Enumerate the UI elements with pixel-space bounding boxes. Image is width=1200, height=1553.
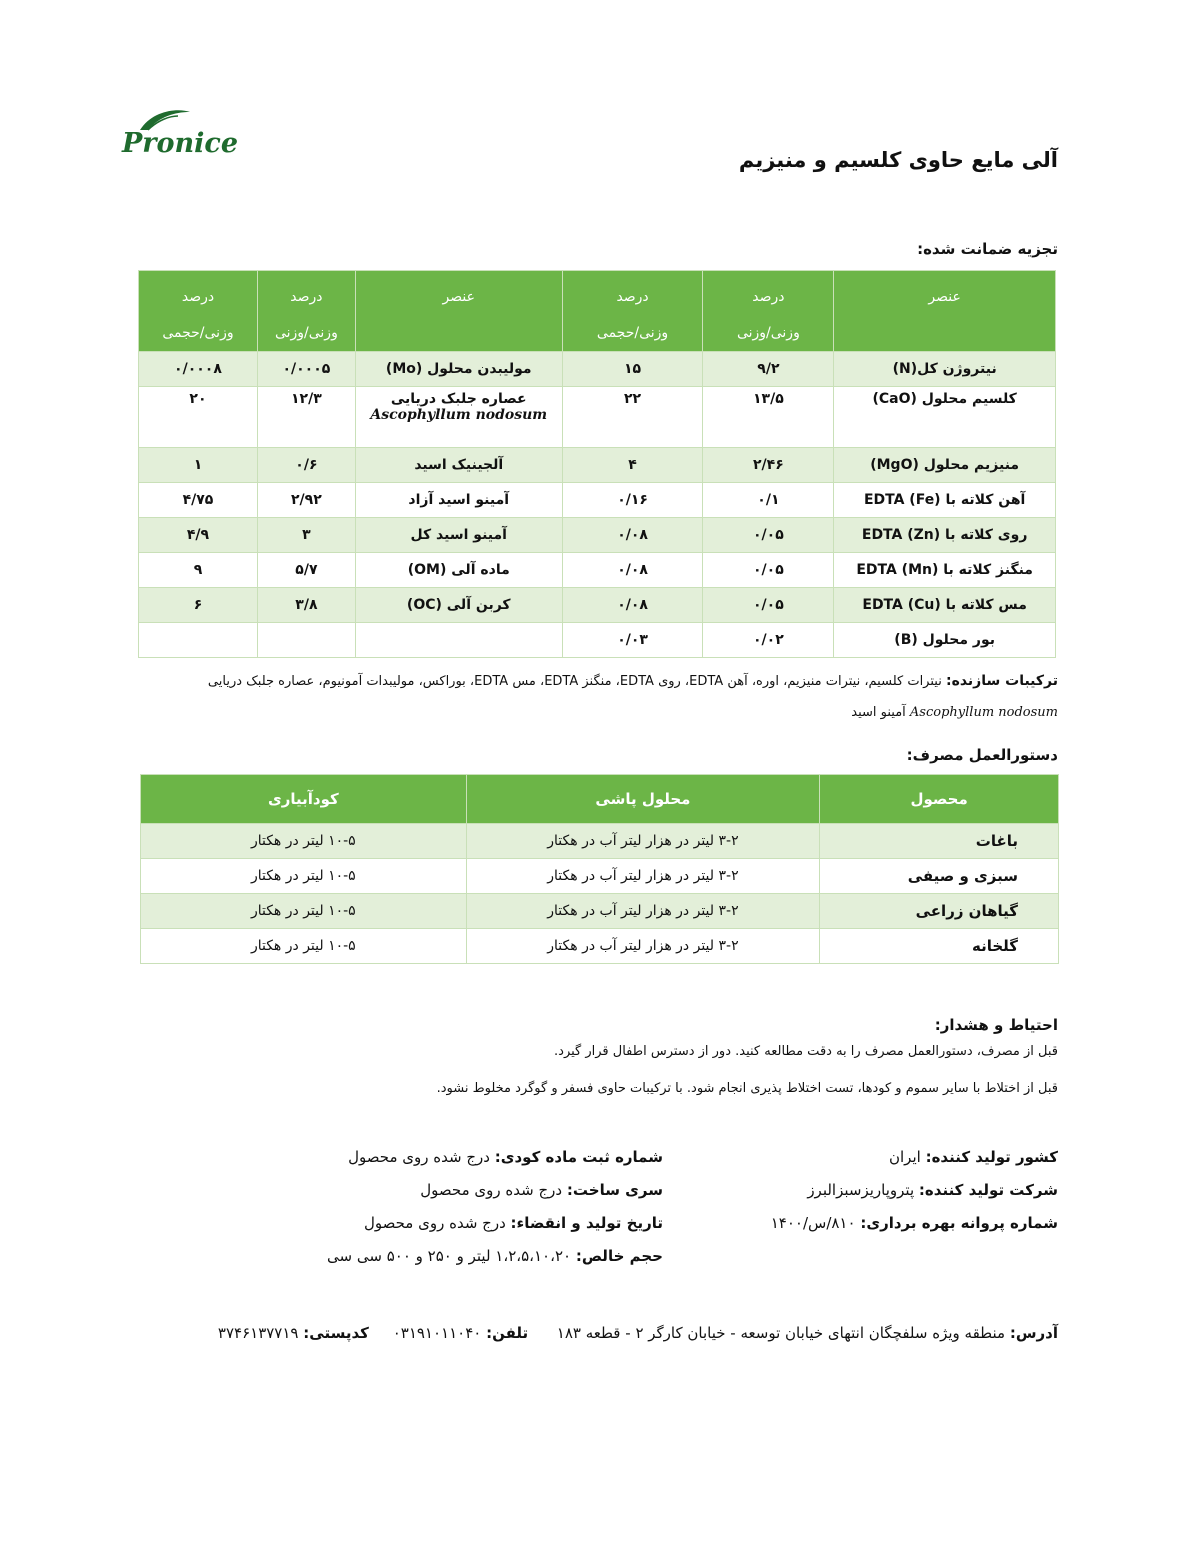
cell-element: بور محلول (B) — [834, 623, 1056, 658]
cell-element: نیتروژن کل(N) — [834, 352, 1056, 387]
cell-ww: ۰/۰۵ — [703, 588, 834, 623]
composition-text — [138, 666, 1058, 728]
cell-ww: ۱۳/۵ — [703, 387, 834, 448]
cell-wv-2 — [139, 623, 258, 658]
cell-element: منگنز کلاته با EDTA (Mn) — [834, 553, 1056, 588]
cell-element: روی کلاته با EDTA (Zn) — [834, 518, 1056, 553]
table-row — [141, 929, 1059, 964]
cell-crop: گلخانه — [820, 929, 1059, 964]
cell-element-2: عصاره جلبک دریایی Ascophyllum nodosum — [355, 387, 562, 448]
analysis-table — [138, 270, 1056, 658]
manufacturer-info — [638, 1141, 1058, 1240]
cell-wv-2: ۰/۰۰۰۸ — [139, 352, 258, 387]
cell-wv-2: ۴/۷۵ — [139, 483, 258, 518]
cell-wv: ۱۵ — [562, 352, 703, 387]
table-row — [139, 623, 1056, 658]
cell-spray: ۳-۲ لیتر در هزار لیتر آب در هکتار — [466, 894, 820, 929]
cell-ww-2: ۵/۷ — [257, 553, 355, 588]
phone-label: تلفن: — [486, 1324, 529, 1342]
composition-label: ترکیبات سازنده: — [945, 673, 1058, 689]
header-ww: درصد وزنی/وزنی — [703, 271, 834, 352]
table-row — [141, 894, 1059, 929]
license-line: شماره پروانه بهره برداری: ۸۱۰/س/۱۴۰۰ — [770, 1214, 1058, 1232]
address-label: آدرس: — [1009, 1324, 1058, 1342]
cell-ww: ۲/۴۶ — [703, 448, 834, 483]
cell-wv: ۴ — [562, 448, 703, 483]
cell-element: کلسیم محلول (CaO) — [834, 387, 1056, 448]
cell-wv-2: ۶ — [139, 588, 258, 623]
cell-wv-2: ۹ — [139, 553, 258, 588]
header-wv-2: درصد وزنی/حجمی — [139, 271, 258, 352]
composition-latin: Ascophyllum nodosum — [909, 705, 1058, 720]
postal-label: کدپستی: — [303, 1324, 369, 1342]
cell-element-2: کربن آلی (OC) — [355, 588, 562, 623]
cell-ww-2: ۳/۸ — [257, 588, 355, 623]
cell-ww: ۰/۰۵ — [703, 553, 834, 588]
header-crop: محصول — [820, 775, 1059, 824]
header-wv: درصد وزنی/حجمی — [562, 271, 703, 352]
table-row — [141, 824, 1059, 859]
cell-element: مس کلاته با EDTA (Cu) — [834, 588, 1056, 623]
composition-body: نیترات کلسیم، نیترات منیزیم، اوره، آهن EDTA، روی EDTA، منگنز EDTA، مس EDTA، بوراکس، مولیبدات آمونیوم، عصاره جلبک دریایی — [207, 674, 942, 689]
date-line: تاریخ تولید و انقضاء: درج شده روی محصول — [363, 1214, 663, 1232]
caution-paragraph: قبل از اختلاط با سایر سموم و کودها، تست اختلاط پذیری انجام شود. با ترکیبات حاوی فسفر و گوگرد مخلوط نشود. — [436, 1081, 1058, 1096]
batch-line: سری ساخت: درج شده روی محصول — [420, 1181, 663, 1199]
product-title: آلی مایع حاوی کلسیم و منیزیم — [738, 148, 1058, 172]
composition-tail: آمینو اسید — [851, 705, 906, 720]
cell-wv-2: ۲۰ — [139, 387, 258, 448]
cell-ww-2: ۰/۰۰۰۵ — [257, 352, 355, 387]
cell-ww-2: ۰/۶ — [257, 448, 355, 483]
logo-text: Pronice — [122, 128, 239, 159]
cell-wv-2: ۱ — [139, 448, 258, 483]
cell-element-2: مولیبدن محلول (Mo) — [355, 352, 562, 387]
table-row — [139, 448, 1056, 483]
usage-heading: دستورالعمل مصرف: — [906, 746, 1058, 764]
cell-crop: گیاهان زراعی — [820, 894, 1059, 929]
caution-section — [138, 1016, 1058, 1118]
table-row — [141, 859, 1059, 894]
header-ww-2: درصد وزنی/وزنی — [257, 271, 355, 352]
postal-code: ۳۷۴۶۱۳۷۷۱۹ — [217, 1324, 299, 1342]
caution-paragraph: قبل از مصرف، دستورالعمل مصرف را به دقت مطالعه کنید. دور از دسترس اطفال قرار گیرد. — [554, 1044, 1058, 1059]
header-element-2: عنصر — [355, 271, 562, 352]
cell-wv: ۰/۰۳ — [562, 623, 703, 658]
volume-line: حجم خالص: ۱،۲،۵،۱۰،۲۰ لیتر و ۲۵۰ و ۵۰۰ سی سی — [327, 1247, 663, 1265]
cell-ww-2: ۲/۹۲ — [257, 483, 355, 518]
table-header-row — [139, 271, 1056, 352]
cell-wv: ۲۲ — [562, 387, 703, 448]
address-line — [138, 1324, 1058, 1342]
table-row — [139, 588, 1056, 623]
cell-spray: ۳-۲ لیتر در هزار لیتر آب در هکتار — [466, 929, 820, 964]
cell-ww: ۰/۰۲ — [703, 623, 834, 658]
cell-crop: باغات — [820, 824, 1059, 859]
cell-element-2: آلجینیک اسید — [355, 448, 562, 483]
cell-element: آهن کلاته با EDTA (Fe) — [834, 483, 1056, 518]
cell-ww-2: ۳ — [257, 518, 355, 553]
brand-logo — [118, 108, 243, 168]
header-spray: محلول پاشی — [466, 775, 820, 824]
registration-line: شماره ثبت ماده کودی: درج شده روی محصول — [348, 1148, 663, 1166]
cell-crop: سبزی و صیفی — [820, 859, 1059, 894]
cell-wv: ۰/۱۶ — [562, 483, 703, 518]
cell-fertigation: ۱۰-۵ لیتر در هکتار — [141, 824, 467, 859]
usage-table — [140, 774, 1059, 964]
table-row — [139, 518, 1056, 553]
cell-element: منیزیم محلول (MgO) — [834, 448, 1056, 483]
header-fertigation: کودآبیاری — [141, 775, 467, 824]
analysis-heading: تجزیه ضمانت شده: — [917, 240, 1058, 258]
cell-wv: ۰/۰۸ — [562, 553, 703, 588]
table-row — [139, 352, 1056, 387]
cell-wv: ۰/۰۸ — [562, 588, 703, 623]
table-header-row — [141, 775, 1059, 824]
cell-fertigation: ۱۰-۵ لیتر در هکتار — [141, 929, 467, 964]
latin-name: Ascophyllum nodosum — [370, 407, 548, 423]
table-row — [139, 483, 1056, 518]
cell-ww-2 — [257, 623, 355, 658]
cell-ww: ۰/۱ — [703, 483, 834, 518]
cell-spray: ۳-۲ لیتر در هزار لیتر آب در هکتار — [466, 824, 820, 859]
address-text: منطقه ویژه سلفچگان انتهای خیابان توسعه - خیابان کارگر ۲ - قطعه ۱۸۳ — [556, 1324, 1006, 1342]
caution-heading: احتیاط و هشدار: — [934, 1016, 1058, 1034]
cell-ww: ۹/۲ — [703, 352, 834, 387]
cell-element-2: آمینو اسید کل — [355, 518, 562, 553]
country-line: کشور تولید کننده: ایران — [888, 1148, 1058, 1166]
cell-element-2: ماده آلی (OM) — [355, 553, 562, 588]
phone-number: ۰۳۱۹۱۰۱۱۰۴۰ — [392, 1324, 482, 1342]
cell-element-2 — [355, 623, 562, 658]
cell-fertigation: ۱۰-۵ لیتر در هکتار — [141, 894, 467, 929]
product-info — [263, 1141, 663, 1273]
cell-element-2: آمینو اسید آزاد — [355, 483, 562, 518]
cell-ww-2: ۱۲/۳ — [257, 387, 355, 448]
cell-fertigation: ۱۰-۵ لیتر در هکتار — [141, 859, 467, 894]
header-element: عنصر — [834, 271, 1056, 352]
cell-ww: ۰/۰۵ — [703, 518, 834, 553]
table-row — [139, 553, 1056, 588]
table-row — [139, 387, 1056, 448]
cell-wv: ۰/۰۸ — [562, 518, 703, 553]
cell-spray: ۳-۲ لیتر در هزار لیتر آب در هکتار — [466, 859, 820, 894]
cell-wv-2: ۴/۹ — [139, 518, 258, 553]
company-line: شرکت تولید کننده: پتروپاریزسبزالبرز — [807, 1181, 1058, 1199]
